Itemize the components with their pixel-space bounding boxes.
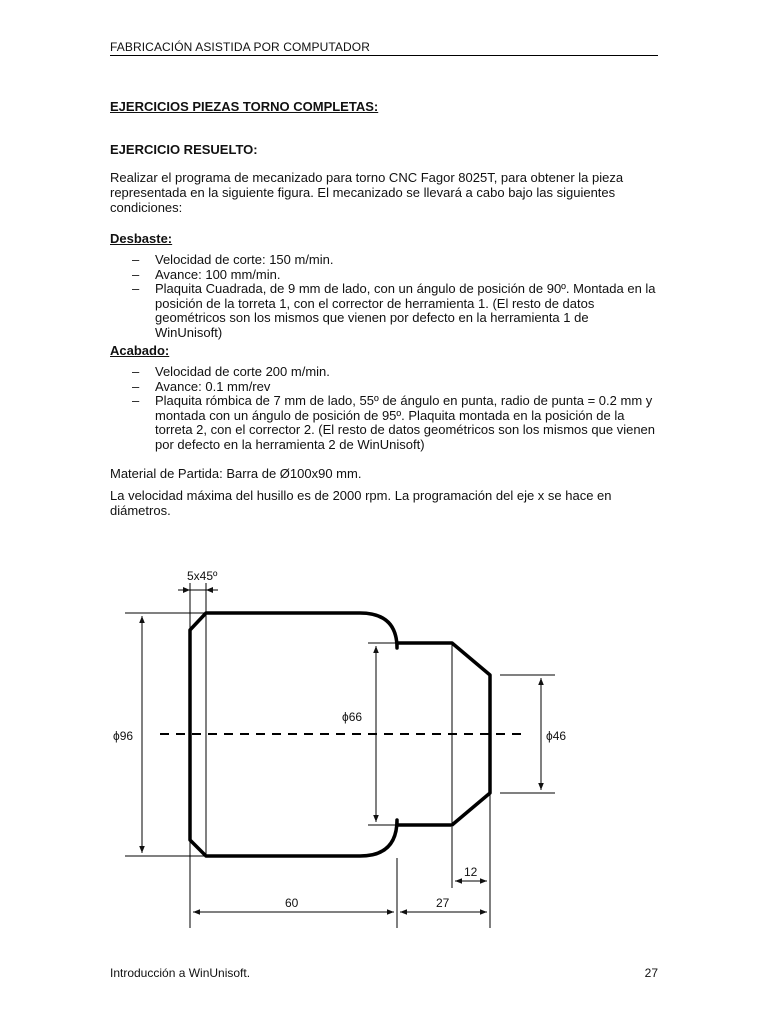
roughing-list <box>110 253 658 340</box>
page-title: EJERCICIOS PIEZAS TORNO COMPLETAS: <box>110 99 379 114</box>
dim-label-46: ϕ46 <box>546 729 567 743</box>
list-item <box>110 365 658 380</box>
exercise-subtitle: EJERCICIO RESUELTO: <box>110 142 258 157</box>
list-item-text: Plaquita Cuadrada, de 9 mm de lado, con un ángulo de posición de 90º. Montada en la posición de la torreta 1, con el corrector de herramienta 1. (El resto de datos geométricos son los mismos que vienen por defecto en la herramienta 1 de WinUnisoft) <box>155 281 656 340</box>
page-number: 27 <box>644 966 658 980</box>
chamfer-arrow-left <box>183 587 190 593</box>
material-paragraph: Material de Partida: Barra de Ø100x90 mm. <box>110 466 362 481</box>
dash-marker: – <box>132 266 140 282</box>
list-item <box>110 268 658 283</box>
list-item <box>110 394 658 452</box>
list-item-text: Velocidad de corte: 150 m/min. <box>155 252 334 267</box>
list-item-text: Plaquita rómbica de 7 mm de lado, 55º de ángulo en punta, radio de punta = 0.2 mm y montada con un ángulo de posición de 95º. Plaquita montada en la posición de la torreta 2, con el corrector 2. (El resto de datos geométricos son los mismos que vienen por defecto en la herramienta 2 de WinUnisoft) <box>155 393 656 452</box>
footer-text: Introducción a WinUnisoft. <box>110 966 251 980</box>
list-item <box>110 253 658 268</box>
finishing-list <box>110 365 658 452</box>
dim-label-chamfer: 5x45º <box>187 569 218 583</box>
dim-label-96: ϕ96 <box>113 729 134 743</box>
chamfer-arrow-right <box>206 587 213 593</box>
roughing-heading: Desbaste: <box>110 231 173 246</box>
finishing-heading: Acabado: <box>110 343 170 358</box>
intro-paragraph: Realizar el programa de mecanizado para torno CNC Fagor 8025T, para obtener la pieza representada en la siguiente figura. El mecanizado se llevará a cabo bajo las siguientes condiciones: <box>110 170 624 215</box>
dim-label-66: ϕ66 <box>342 710 363 724</box>
list-item <box>110 380 658 395</box>
spindle-paragraph: La velocidad máxima del husillo es de 2000 rpm. La programación del eje x se hace en diámetros. <box>110 488 612 518</box>
list-item <box>110 282 658 340</box>
dash-marker: – <box>132 281 140 296</box>
list-item-text: Avance: 0.1 mm/rev <box>155 378 271 394</box>
list-item-text: Avance: 100 mm/min. <box>155 266 281 282</box>
dim-label-27: 27 <box>436 896 450 910</box>
running-header: FABRICACIÓN ASISTIDA POR COMPUTADOR <box>110 40 658 56</box>
dash-marker: – <box>132 252 140 267</box>
list-item-text: Velocidad de corte 200 m/min. <box>155 364 330 379</box>
dash-marker: – <box>132 364 140 379</box>
dim-label-12: 12 <box>464 865 478 879</box>
dash-marker: – <box>132 378 140 394</box>
dim-label-60: 60 <box>285 896 299 910</box>
dash-marker: – <box>132 393 140 408</box>
lathe-part-drawing <box>100 560 570 940</box>
